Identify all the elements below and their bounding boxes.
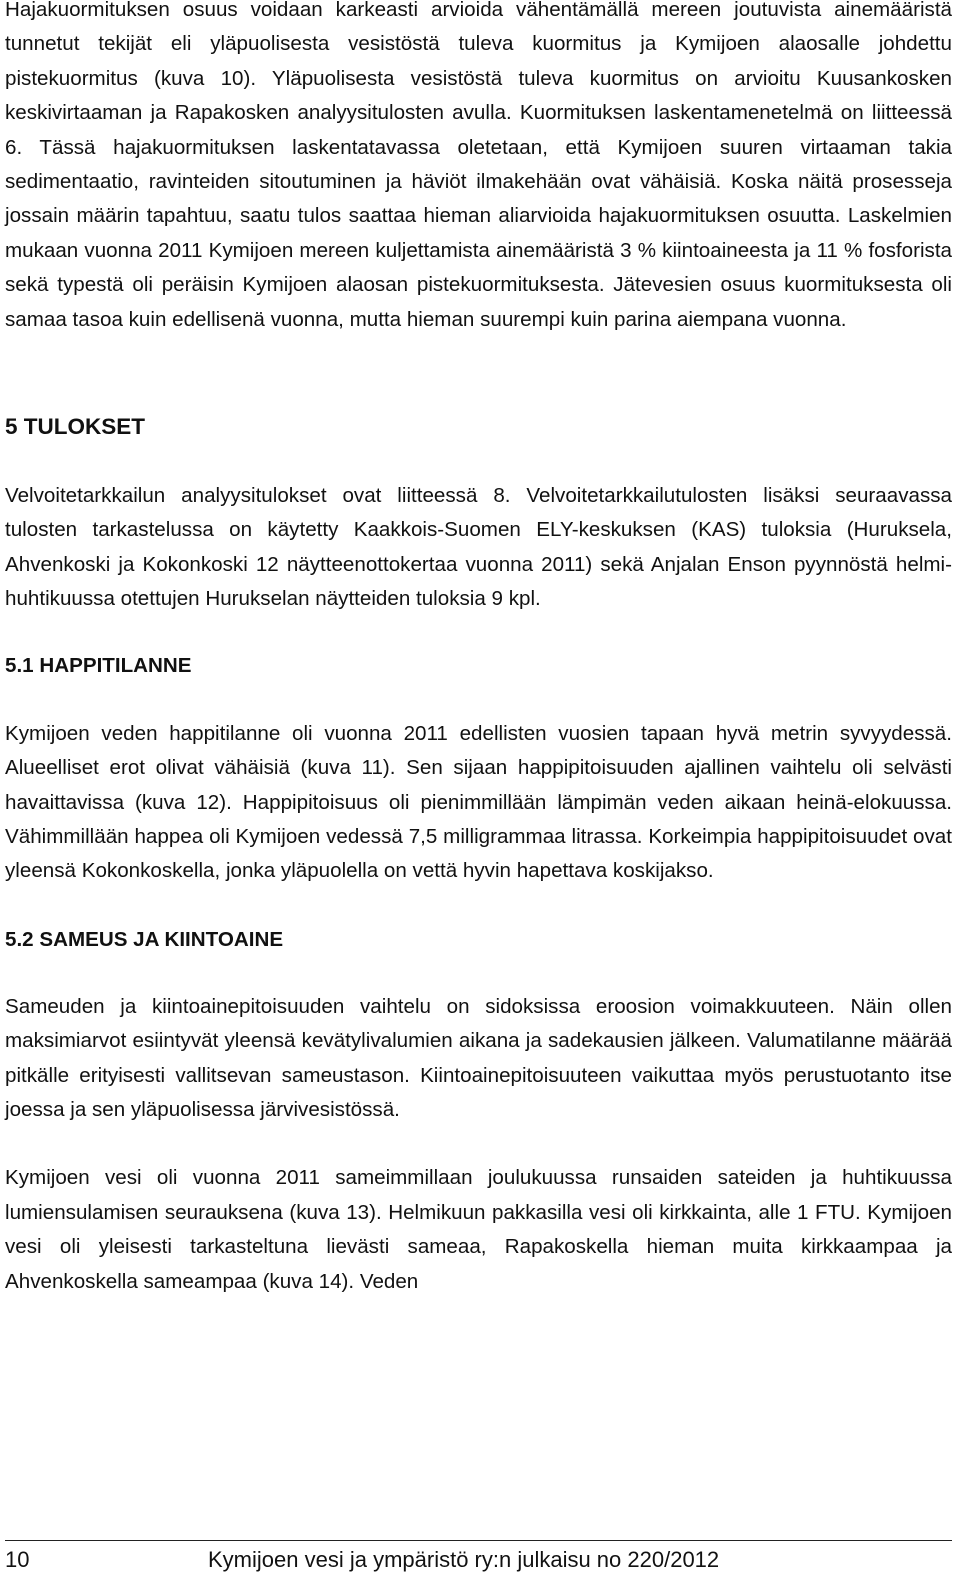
publication-title: Kymijoen vesi ja ympäristö ry:n julkaisu no 220/2012 (208, 1547, 720, 1572)
subsection-heading-sameus: 5.2 SAMEUS JA KIINTOAINE (5, 927, 284, 951)
paragraph-sameus-2011: Kymijoen vesi oli vuonna 2011 sameimmillaan joulukuussa runsaiden sateiden ja huhtikuussa lumiensulamisen seurauksena (kuva 13). Helmikuun pakkasilla vesi oli kirkkainta, alle 1 FTU. Kymijoen vesi oli yleisesti tarkasteltuna lievästi sameaa, Rapakoskella hieman muita kirkkaampaa ja Ahvenkoskella sameampaa (kuva 14). Veden (5, 1166, 952, 1293)
subsection-heading-happitilanne: 5.1 HAPPITILANNE (5, 653, 192, 677)
paragraph-happitilanne: Kymijoen veden happitilanne oli vuonna 2011 edellisten vuosien tapaan hyvä metrin syvyydessä. Alueelliset erot olivat vähäisiä (kuva 11). Sen sijaan happipitoisuuden ajallinen vaihtelu oli selvästi havaittavissa (kuva 12). Happipitoisuus oli pienimmillään lämpimän veden aikaan heinä-elokuussa. Vähimmillään happea oli Kymijoen vedessä 7,5 milligrammaa litrassa. Korkeimpia happipitoisuudet ovat yleensä Kokonkoskella, jonka yläpuolella on vettä hyvin hapettava koskijakso. (5, 721, 952, 883)
page-footer (5, 1540, 952, 1578)
paragraph-hajakuormitus: Hajakuormituksen osuus voidaan karkeasti arvioida vähentämällä mereen joutuvista ainemääristä tunnetut tekijät eli yläpuolisesta vesistöstä tuleva kuormitus ja Kymijoen alaosalle johdettu pistekuormitus (kuva 10). Yläpuolisesta vesistöstä tuleva kuormitus on arvioitu Kuusankosken keskivirtaaman ja Rapakosken analyysitulosten avulla. Kuormituksen laskentamenetelmä on liitteessä 6. Tässä hajakuormituksen laskentatavassa oletetaan, että Kymijoen suuren virtaaman takia sedimentaatio, ravinteiden sitoutuminen ja häviöt ilmakehään ovat vähäisiä. Koska näitä prosesseja jossain määrin tapahtuu, saatu tulos saattaa hieman aliarvioida hajakuormituksen osuutta. Laskelmien mukaan vuonna 2011 Kymijoen mereen kuljettamista ainemääristä 3 % kiintoaineesta ja 11 % fosforista sekä typestä oli peräisin Kymijoen alaosan pistekuormituksesta. Jätevesien osuus kuormituksesta oli samaa tasoa kuin edellisenä vuonna, mutta hieman suurempi kuin parina aiempana vuonna. (5, 0, 952, 331)
section-heading-tulokset: 5 TULOKSET (5, 414, 146, 440)
page-number: 10 (5, 1547, 30, 1572)
paragraph-sameus-vaihtelu: Sameuden ja kiintoainepitoisuuden vaihtelu on sidoksissa eroosion voimakkuuteen. Näin ollen maksimiarvot esiintyvät yleensä kevätylivalumien aikana ja sadekausien jälkeen. Valumatilanne määrää pitkälle erityisesti vallitsevan sameustason. Kiintoainepitoisuuteen vaikuttaa myös perustuotanto itse joessa ja sen yläpuolisessa järvivesistössä. (5, 994, 952, 1121)
document-page (5, 0, 952, 1299)
paragraph-analyysitulokset: Velvoitetarkkailun analyysitulokset ovat liitteessä 8. Velvoitetarkkailutulosten lisäksi seuraavassa tulosten tarkastelussa on käytetty Kaakkois-Suomen ELY-keskuksen (KAS) tuloksia (Huruksela, Ahvenkoski ja Kokonkoski 12 näytteenottokertaa vuonna 2011) sekä Anjalan Enson pyynnöstä helmi-huhtikuussa otettujen Hurukselan näytteiden tuloksia 9 kpl. (5, 484, 952, 611)
